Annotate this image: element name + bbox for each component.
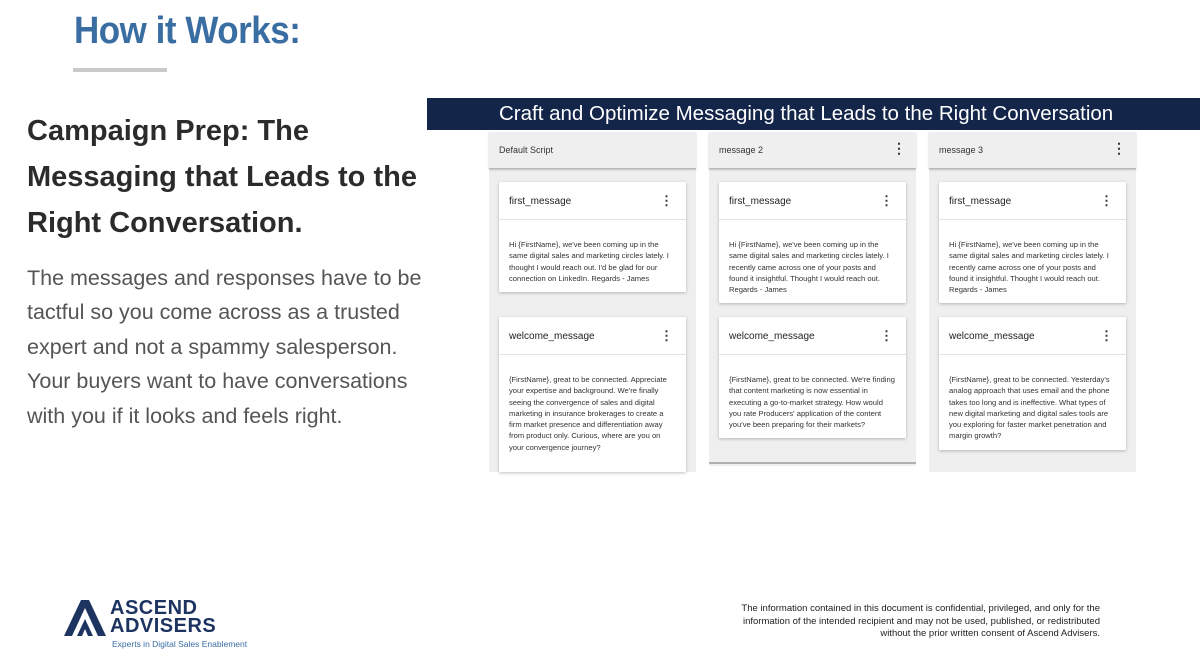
column-label: message 2 <box>719 145 764 155</box>
column-header <box>709 132 916 169</box>
vertical-dots-icon[interactable]: ⋮ <box>1100 193 1113 208</box>
message-card-text: {FirstName}, great to be connected. We're finding that content marketing is now essential in executing a go-to-market strategy. How would you rate Producers' application of the content you've been preparing for their markets? <box>729 375 895 430</box>
script-column-message-2 <box>709 132 916 466</box>
vertical-dots-icon[interactable]: ⋮ <box>880 193 893 208</box>
slide-title: How it Works: <box>74 10 301 52</box>
ascend-advisers-logo <box>64 597 248 652</box>
script-column-message-3 <box>929 132 1136 472</box>
column-divider <box>709 462 916 464</box>
message-card-title: first_message <box>509 196 572 207</box>
message-card-title: first_message <box>729 196 792 207</box>
body-paragraph: The messages and responses have to be tactful so you come across as a trusted expert and not a spammy salesperson. Your buyers want to have conversations with you if it looks and feels right. <box>27 266 422 428</box>
logo-tagline: Experts in Digital Sales Enablement <box>112 639 248 649</box>
message-card-welcome[interactable] <box>939 317 1126 450</box>
message-card-welcome[interactable] <box>499 317 686 472</box>
vertical-dots-icon[interactable]: ⋮ <box>660 193 673 208</box>
confidentiality-disclaimer: The information contained in this document is confidential, privileged, and only for the information of the intended recipient and may not be used, published, or redistributed without the prior written consent of Ascend Advisers. <box>741 603 1100 639</box>
vertical-dots-icon[interactable]: ⋮ <box>1100 328 1113 343</box>
vertical-dots-icon[interactable]: ⋮ <box>880 328 893 343</box>
column-header <box>489 132 696 169</box>
vertical-dots-icon[interactable]: ⋮ <box>1112 140 1126 156</box>
vertical-dots-icon[interactable]: ⋮ <box>892 140 906 156</box>
message-card-text: Hi {FirstName}, we've been coming up in the same digital sales and marketing circles lately. I recently came across one of your posts and found it insightful. Thought I would reach out. Regards - James <box>729 240 889 295</box>
message-card-text: Hi {FirstName}, we've been coming up in the same digital sales and marketing circles lately. I recently came across one of your posts and found it insightful. Thought I would reach out. Regards - James <box>949 240 1109 295</box>
message-card-title: welcome_message <box>729 331 815 342</box>
message-card-welcome[interactable] <box>719 317 906 438</box>
message-card-first[interactable] <box>499 182 686 292</box>
vertical-dots-icon[interactable]: ⋮ <box>660 328 673 343</box>
column-header <box>929 132 1136 169</box>
script-column-default <box>489 132 696 472</box>
message-card-text: {FirstName}, great to be connected. Yesterday's analog approach that uses email and the phone takes too long and is ineffective. What types of new digital marketing and digital sales tools are you exploring for faster market penetration and margin growth? <box>949 375 1110 441</box>
message-card-title: welcome_message <box>949 331 1035 342</box>
message-card-text: {FirstName}, great to be connected. Appreciate your expertise and background. We're finally seeing the convergence of sales and digital marketing in insurance brokerages to create a firm market presence and differentiation away from product only. Curious, where are you on your convergence journey? <box>509 375 667 452</box>
message-card-title: first_message <box>949 196 1012 207</box>
message-card-first[interactable] <box>719 182 906 303</box>
section-heading: Campaign Prep: The Messaging that Leads to the Right Conversation. <box>27 115 417 239</box>
message-card-first[interactable] <box>939 182 1126 303</box>
messaging-banner: Craft and Optimize Messaging that Leads to the Right Conversation <box>427 98 1200 130</box>
logo-wordmark-line2: ADVISERS <box>110 615 217 637</box>
title-underline <box>73 68 167 72</box>
column-label: Default Script <box>499 145 554 155</box>
column-label: message 3 <box>939 145 984 155</box>
logo-wordmark-line1: ASCEND <box>110 597 198 619</box>
message-card-title: welcome_message <box>509 331 595 342</box>
ascend-a-logo-icon <box>64 598 106 638</box>
message-card-text: Hi {FirstName}, we've been coming up in the same digital sales and marketing circles lately. I thought I would reach out. I'd be glad for our connection on LinkedIn. Regards - James <box>509 240 669 283</box>
